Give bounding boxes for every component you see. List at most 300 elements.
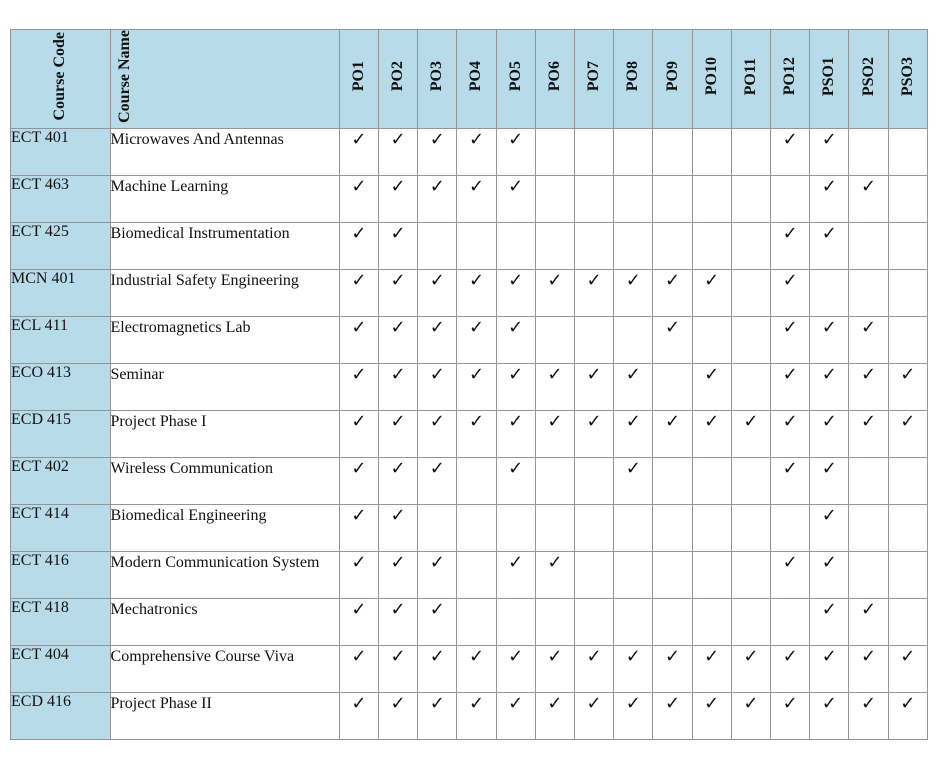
check-mark-icon: ✓ — [625, 692, 641, 714]
check-mark-icon: ✓ — [625, 457, 641, 479]
check-mark-icon: ✓ — [390, 645, 406, 667]
mapping-cell-po1 — [339, 457, 378, 504]
check-mark-icon: ✓ — [547, 363, 563, 385]
mapping-cell-pso3 — [888, 128, 927, 175]
mapping-cell-po1 — [339, 316, 378, 363]
mapping-cell-po4 — [457, 175, 496, 222]
check-mark-icon: ✓ — [664, 316, 681, 338]
mapping-cell-pso1 — [810, 645, 849, 692]
check-mark-icon: ✓ — [860, 645, 877, 667]
mapping-cell-po5 — [496, 457, 535, 504]
mapping-cell-pso2 — [849, 316, 888, 363]
check-mark-icon: ✓ — [821, 410, 837, 432]
table-row — [11, 316, 928, 363]
mapping-cell-pso3 — [888, 598, 927, 645]
check-mark-icon: ✓ — [468, 269, 485, 291]
mapping-cell-pso1 — [810, 128, 849, 175]
check-mark-icon: ✓ — [508, 645, 524, 667]
mapping-cell-po12 — [771, 410, 810, 457]
mapping-cell-po8 — [614, 645, 653, 692]
check-mark-icon: ✓ — [900, 692, 916, 714]
mapping-cell-po8 — [614, 269, 653, 316]
header-po6: PO6 — [535, 30, 574, 129]
mapping-cell-po4 — [457, 363, 496, 410]
header-po8: PO8 — [614, 30, 653, 129]
mapping-cell-po3 — [418, 363, 457, 410]
mapping-cell-po4 — [457, 692, 496, 739]
mapping-cell-pso1 — [810, 551, 849, 598]
mapping-cell-po6 — [535, 504, 574, 551]
check-mark-icon: ✓ — [900, 363, 916, 385]
mapping-cell-po1 — [339, 410, 378, 457]
check-mark-icon: ✓ — [351, 457, 367, 479]
mapping-cell-pso2 — [849, 692, 888, 739]
mapping-cell-po7 — [575, 457, 614, 504]
mapping-cell-po3 — [418, 410, 457, 457]
mapping-cell-pso2 — [849, 504, 888, 551]
mapping-cell-po5 — [496, 222, 535, 269]
mapping-cell-po3 — [418, 128, 457, 175]
mapping-cell-po2 — [378, 645, 417, 692]
check-mark-icon: ✓ — [821, 504, 837, 526]
mapping-cell-po12 — [771, 128, 810, 175]
mapping-cell-po9 — [653, 457, 692, 504]
course-code-cell: ECT 414 — [11, 504, 111, 551]
check-mark-icon: ✓ — [664, 410, 681, 432]
mapping-cell-po8 — [614, 316, 653, 363]
mapping-cell-po7 — [575, 551, 614, 598]
check-mark-icon: ✓ — [508, 316, 524, 338]
mapping-cell-po1 — [339, 598, 378, 645]
header-po9: PO9 — [653, 30, 692, 129]
mapping-cell-po5 — [496, 692, 535, 739]
mapping-cell-po4 — [457, 551, 496, 598]
check-mark-icon: ✓ — [782, 269, 798, 291]
check-mark-icon: ✓ — [704, 269, 720, 291]
mapping-cell-po10 — [692, 363, 731, 410]
mapping-cell-po1 — [339, 175, 378, 222]
check-mark-icon: ✓ — [821, 598, 837, 620]
check-mark-icon: ✓ — [821, 457, 837, 479]
mapping-cell-pso2 — [849, 551, 888, 598]
mapping-cell-po6 — [535, 222, 574, 269]
check-mark-icon: ✓ — [429, 645, 445, 667]
mapping-cell-po2 — [378, 410, 417, 457]
check-mark-icon: ✓ — [351, 363, 367, 385]
check-mark-icon: ✓ — [468, 175, 485, 197]
check-mark-icon: ✓ — [351, 645, 367, 667]
mapping-cell-po5 — [496, 410, 535, 457]
mapping-cell-po6 — [535, 598, 574, 645]
check-mark-icon: ✓ — [351, 410, 367, 432]
mapping-cell-po5 — [496, 128, 535, 175]
mapping-cell-po2 — [378, 504, 417, 551]
mapping-cell-po7 — [575, 692, 614, 739]
mapping-cell-po1 — [339, 504, 378, 551]
mapping-cell-po10 — [692, 504, 731, 551]
mapping-cell-po2 — [378, 175, 417, 222]
mapping-cell-po11 — [731, 128, 770, 175]
mapping-cell-po7 — [575, 410, 614, 457]
mapping-cell-po2 — [378, 598, 417, 645]
course-outcome-mapping-table — [10, 29, 928, 740]
mapping-cell-po12 — [771, 363, 810, 410]
check-mark-icon: ✓ — [351, 692, 367, 714]
mapping-cell-po10 — [692, 316, 731, 363]
check-mark-icon: ✓ — [468, 316, 485, 338]
mapping-cell-po1 — [339, 645, 378, 692]
mapping-cell-po2 — [378, 316, 417, 363]
mapping-cell-pso2 — [849, 457, 888, 504]
course-code-cell: ECD 416 — [11, 692, 111, 739]
check-mark-icon: ✓ — [351, 316, 367, 338]
mapping-cell-pso3 — [888, 645, 927, 692]
check-mark-icon: ✓ — [586, 692, 602, 714]
header-po11: PO11 — [731, 30, 770, 129]
check-mark-icon: ✓ — [429, 410, 445, 432]
check-mark-icon: ✓ — [860, 363, 877, 385]
check-mark-icon: ✓ — [390, 175, 406, 197]
check-mark-icon: ✓ — [390, 410, 406, 432]
mapping-cell-po7 — [575, 222, 614, 269]
check-mark-icon: ✓ — [508, 128, 524, 150]
mapping-cell-pso1 — [810, 692, 849, 739]
check-mark-icon: ✓ — [625, 410, 641, 432]
mapping-cell-po6 — [535, 410, 574, 457]
course-name-cell: Project Phase II — [110, 692, 339, 739]
mapping-cell-po9 — [653, 645, 692, 692]
header-course-code: Course Code — [11, 30, 111, 129]
mapping-cell-po7 — [575, 316, 614, 363]
mapping-cell-po4 — [457, 598, 496, 645]
mapping-cell-po10 — [692, 128, 731, 175]
check-mark-icon: ✓ — [429, 269, 445, 291]
mapping-cell-pso3 — [888, 551, 927, 598]
check-mark-icon: ✓ — [547, 692, 563, 714]
check-mark-icon: ✓ — [704, 645, 720, 667]
course-code-cell: ECD 415 — [11, 410, 111, 457]
mapping-cell-po8 — [614, 175, 653, 222]
course-name-cell: Wireless Communication — [110, 457, 339, 504]
check-mark-icon: ✓ — [586, 645, 602, 667]
mapping-cell-po3 — [418, 692, 457, 739]
course-name-cell: Biomedical Engineering — [110, 504, 339, 551]
header-po3: PO3 — [418, 30, 457, 129]
header-row — [11, 30, 928, 129]
check-mark-icon: ✓ — [390, 504, 406, 526]
mapping-cell-po8 — [614, 128, 653, 175]
course-code-cell: ECO 413 — [11, 363, 111, 410]
mapping-cell-po9 — [653, 269, 692, 316]
course-code-cell: ECL 411 — [11, 316, 111, 363]
check-mark-icon: ✓ — [508, 269, 524, 291]
mapping-cell-po3 — [418, 645, 457, 692]
check-mark-icon: ✓ — [351, 598, 367, 620]
check-mark-icon: ✓ — [390, 128, 406, 150]
course-name-cell: Project Phase I — [110, 410, 339, 457]
mapping-cell-po12 — [771, 175, 810, 222]
mapping-cell-po11 — [731, 410, 770, 457]
mapping-cell-po9 — [653, 504, 692, 551]
mapping-cell-po5 — [496, 175, 535, 222]
mapping-cell-po3 — [418, 175, 457, 222]
check-mark-icon: ✓ — [351, 175, 367, 197]
mapping-cell-po6 — [535, 269, 574, 316]
check-mark-icon: ✓ — [782, 692, 798, 714]
mapping-cell-po2 — [378, 222, 417, 269]
mapping-cell-po5 — [496, 551, 535, 598]
check-mark-icon: ✓ — [586, 269, 602, 291]
header-po5: PO5 — [496, 30, 535, 129]
mapping-cell-po12 — [771, 457, 810, 504]
check-mark-icon: ✓ — [821, 692, 837, 714]
check-mark-icon: ✓ — [743, 645, 759, 667]
mapping-cell-po9 — [653, 316, 692, 363]
course-name-cell: Mechatronics — [110, 598, 339, 645]
table-row — [11, 222, 928, 269]
header-po7: PO7 — [575, 30, 614, 129]
mapping-cell-pso3 — [888, 692, 927, 739]
check-mark-icon: ✓ — [860, 692, 877, 714]
mapping-cell-po6 — [535, 645, 574, 692]
mapping-cell-pso3 — [888, 269, 927, 316]
mapping-cell-po7 — [575, 504, 614, 551]
mapping-cell-pso1 — [810, 598, 849, 645]
mapping-cell-po11 — [731, 363, 770, 410]
table-row — [11, 692, 928, 739]
check-mark-icon: ✓ — [429, 598, 445, 620]
check-mark-icon: ✓ — [429, 175, 445, 197]
course-code-cell: ECT 402 — [11, 457, 111, 504]
check-mark-icon: ✓ — [429, 128, 445, 150]
mapping-cell-po9 — [653, 222, 692, 269]
mapping-cell-po9 — [653, 363, 692, 410]
mapping-cell-po3 — [418, 222, 457, 269]
course-code-cell: ECT 404 — [11, 645, 111, 692]
mapping-cell-po8 — [614, 504, 653, 551]
check-mark-icon: ✓ — [390, 222, 406, 244]
mapping-cell-po11 — [731, 598, 770, 645]
check-mark-icon: ✓ — [743, 410, 759, 432]
mapping-cell-po3 — [418, 457, 457, 504]
mapping-cell-po8 — [614, 692, 653, 739]
course-name-cell: Electromagnetics Lab — [110, 316, 339, 363]
check-mark-icon: ✓ — [351, 128, 367, 150]
check-mark-icon: ✓ — [782, 128, 798, 150]
header-po2: PO2 — [378, 30, 417, 129]
header-pso2: PSO2 — [849, 30, 888, 129]
mapping-cell-po9 — [653, 598, 692, 645]
check-mark-icon: ✓ — [782, 410, 798, 432]
mapping-cell-po4 — [457, 504, 496, 551]
mapping-cell-po11 — [731, 457, 770, 504]
mapping-cell-po6 — [535, 551, 574, 598]
mapping-cell-po8 — [614, 551, 653, 598]
table-row — [11, 598, 928, 645]
mapping-cell-pso3 — [888, 410, 927, 457]
mapping-cell-po6 — [535, 316, 574, 363]
mapping-cell-po1 — [339, 692, 378, 739]
mapping-cell-po4 — [457, 457, 496, 504]
mapping-cell-po3 — [418, 269, 457, 316]
mapping-cell-po6 — [535, 692, 574, 739]
mapping-cell-pso1 — [810, 504, 849, 551]
mapping-cell-po6 — [535, 175, 574, 222]
check-mark-icon: ✓ — [900, 645, 916, 667]
mapping-cell-po9 — [653, 128, 692, 175]
mapping-cell-po2 — [378, 128, 417, 175]
mapping-cell-po7 — [575, 645, 614, 692]
mapping-cell-pso2 — [849, 128, 888, 175]
course-name-cell: Comprehensive Course Viva — [110, 645, 339, 692]
check-mark-icon: ✓ — [390, 692, 406, 714]
course-name-cell: Machine Learning — [110, 175, 339, 222]
check-mark-icon: ✓ — [508, 175, 524, 197]
check-mark-icon: ✓ — [351, 222, 367, 244]
mapping-cell-po7 — [575, 363, 614, 410]
mapping-cell-po11 — [731, 222, 770, 269]
mapping-cell-po6 — [535, 457, 574, 504]
table-row — [11, 363, 928, 410]
check-mark-icon: ✓ — [351, 269, 367, 291]
mapping-cell-po4 — [457, 222, 496, 269]
mapping-cell-po2 — [378, 269, 417, 316]
check-mark-icon: ✓ — [547, 269, 563, 291]
mapping-cell-po6 — [535, 128, 574, 175]
mapping-cell-po12 — [771, 551, 810, 598]
mapping-cell-po12 — [771, 645, 810, 692]
mapping-cell-po10 — [692, 692, 731, 739]
mapping-cell-po9 — [653, 175, 692, 222]
header-po12: PO12 — [771, 30, 810, 129]
check-mark-icon: ✓ — [625, 363, 641, 385]
mapping-cell-po11 — [731, 175, 770, 222]
course-name-cell: Biomedical Instrumentation — [110, 222, 339, 269]
check-mark-icon: ✓ — [821, 645, 837, 667]
check-mark-icon: ✓ — [508, 410, 524, 432]
check-mark-icon: ✓ — [821, 175, 837, 197]
check-mark-icon: ✓ — [468, 692, 485, 714]
mapping-cell-pso3 — [888, 457, 927, 504]
mapping-cell-po12 — [771, 222, 810, 269]
check-mark-icon: ✓ — [860, 598, 877, 620]
header-po1: PO1 — [339, 30, 378, 129]
mapping-cell-po8 — [614, 363, 653, 410]
mapping-cell-pso2 — [849, 598, 888, 645]
mapping-cell-po9 — [653, 551, 692, 598]
check-mark-icon: ✓ — [547, 551, 563, 573]
check-mark-icon: ✓ — [351, 551, 367, 573]
mapping-cell-po11 — [731, 645, 770, 692]
check-mark-icon: ✓ — [782, 316, 798, 338]
mapping-cell-pso1 — [810, 269, 849, 316]
course-code-cell: ECT 416 — [11, 551, 111, 598]
mapping-cell-pso3 — [888, 504, 927, 551]
mapping-cell-po2 — [378, 692, 417, 739]
mapping-cell-pso3 — [888, 175, 927, 222]
mapping-cell-po4 — [457, 128, 496, 175]
header-course-name: Course Name — [110, 30, 339, 129]
header-pso3: PSO3 — [888, 30, 927, 129]
check-mark-icon: ✓ — [390, 269, 406, 291]
mapping-cell-po1 — [339, 128, 378, 175]
mapping-cell-po5 — [496, 504, 535, 551]
mapping-cell-pso2 — [849, 269, 888, 316]
check-mark-icon: ✓ — [664, 645, 681, 667]
mapping-cell-po12 — [771, 504, 810, 551]
table-row — [11, 645, 928, 692]
mapping-cell-po7 — [575, 175, 614, 222]
check-mark-icon: ✓ — [586, 363, 602, 385]
check-mark-icon: ✓ — [821, 222, 837, 244]
check-mark-icon: ✓ — [782, 363, 798, 385]
course-name-cell: Microwaves And Antennas — [110, 128, 339, 175]
mapping-cell-po8 — [614, 222, 653, 269]
check-mark-icon: ✓ — [782, 645, 798, 667]
check-mark-icon: ✓ — [625, 269, 641, 291]
mapping-cell-pso1 — [810, 222, 849, 269]
table-row — [11, 175, 928, 222]
check-mark-icon: ✓ — [782, 551, 798, 573]
mapping-cell-po10 — [692, 457, 731, 504]
check-mark-icon: ✓ — [821, 128, 837, 150]
mapping-cell-po6 — [535, 363, 574, 410]
course-code-cell: ECT 401 — [11, 128, 111, 175]
check-mark-icon: ✓ — [625, 645, 641, 667]
mapping-cell-po5 — [496, 363, 535, 410]
mapping-cell-po12 — [771, 598, 810, 645]
mapping-cell-po10 — [692, 410, 731, 457]
check-mark-icon: ✓ — [547, 645, 563, 667]
check-mark-icon: ✓ — [664, 692, 681, 714]
mapping-cell-po10 — [692, 175, 731, 222]
mapping-cell-po3 — [418, 598, 457, 645]
mapping-cell-po1 — [339, 551, 378, 598]
check-mark-icon: ✓ — [860, 410, 877, 432]
mapping-cell-po12 — [771, 692, 810, 739]
mapping-cell-po2 — [378, 457, 417, 504]
table-row — [11, 551, 928, 598]
course-code-cell: ECT 425 — [11, 222, 111, 269]
mapping-cell-po8 — [614, 598, 653, 645]
check-mark-icon: ✓ — [468, 363, 485, 385]
course-name-cell: Modern Communication System — [110, 551, 339, 598]
mapping-cell-po4 — [457, 410, 496, 457]
mapping-cell-po11 — [731, 269, 770, 316]
mapping-cell-po3 — [418, 316, 457, 363]
check-mark-icon: ✓ — [547, 410, 563, 432]
header-pso1: PSO1 — [810, 30, 849, 129]
check-mark-icon: ✓ — [468, 410, 485, 432]
mapping-cell-po8 — [614, 410, 653, 457]
mapping-cell-po11 — [731, 316, 770, 363]
course-name-cell: Seminar — [110, 363, 339, 410]
mapping-cell-pso1 — [810, 175, 849, 222]
mapping-cell-po5 — [496, 316, 535, 363]
mapping-cell-po4 — [457, 316, 496, 363]
mapping-cell-pso1 — [810, 410, 849, 457]
check-mark-icon: ✓ — [429, 457, 445, 479]
mapping-cell-po7 — [575, 598, 614, 645]
check-mark-icon: ✓ — [508, 363, 524, 385]
check-mark-icon: ✓ — [390, 457, 406, 479]
check-mark-icon: ✓ — [860, 175, 877, 197]
check-mark-icon: ✓ — [704, 410, 720, 432]
mapping-cell-po10 — [692, 551, 731, 598]
check-mark-icon: ✓ — [704, 363, 720, 385]
mapping-cell-pso2 — [849, 363, 888, 410]
mapping-cell-po12 — [771, 316, 810, 363]
